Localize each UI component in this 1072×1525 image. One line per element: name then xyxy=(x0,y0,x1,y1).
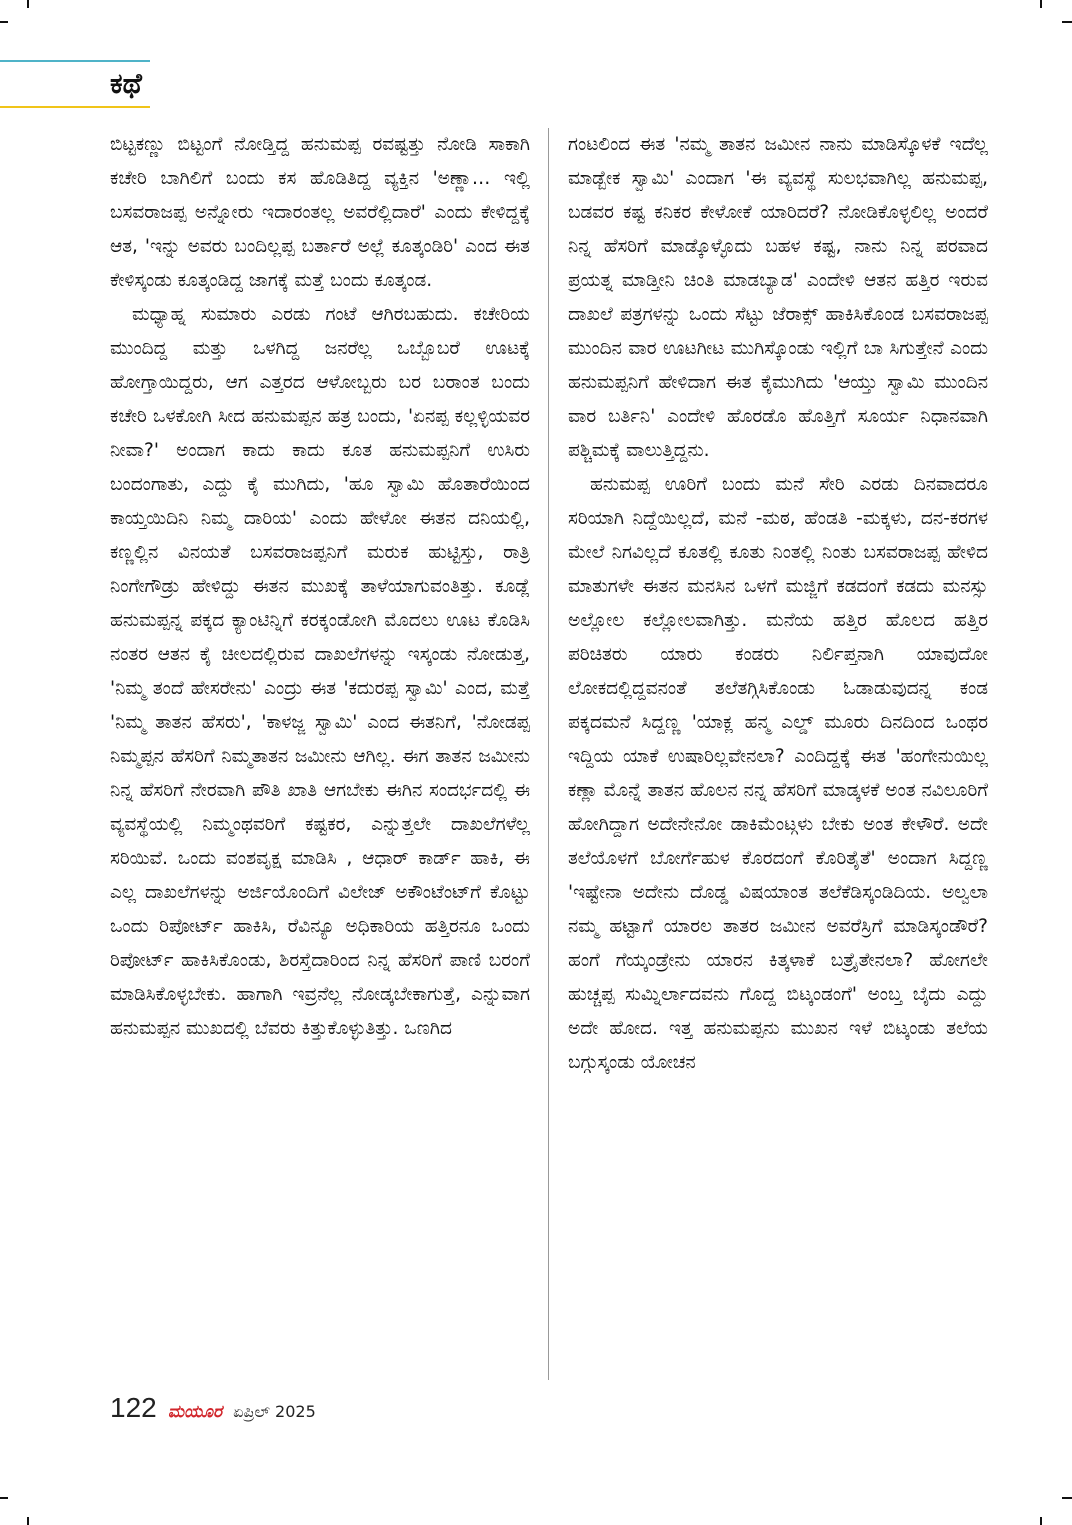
section-rule-bottom xyxy=(0,106,150,108)
crop-mark xyxy=(1062,1497,1072,1499)
article-column-right xyxy=(568,128,988,1380)
crop-mark xyxy=(1040,0,1042,8)
section-rule-top xyxy=(0,60,150,62)
section-title: ಕಥೆ xyxy=(110,67,142,100)
crop-mark xyxy=(1040,1517,1042,1525)
magazine-logo: ಮಯೂರ xyxy=(167,1402,223,1422)
paragraph: ಮಧ್ಯಾಹ್ನ ಸುಮಾರು ಎರಡು ಗಂಟೆ ಆಗಿರಬಹುದು. ಕಚೇರಿಯ ಮುಂದಿದ್ದ ಮತ್ತು ಒಳಗಿದ್ದ ಜನರೆಲ್ಲ ಒಬ್ಬೊಬರೆ ಊಟಕ್ಕೆ ಹೋಗ್ತಾಯಿದ್ದರು, ಆಗ ಎತ್ತರದ ಆಳೋಬ್ಬರು ಬರ ಬರಾಂತ ಬಂದು ಕಚೇರಿ ಒಳಕೋಗಿ ಸೀದ ಹನುಮಪ್ಪನ ಹತ್ರ ಬಂದು, 'ಏನಪ್ಪ ಕಲ್ಲಳ್ಳಿಯವರ ನೀವಾ?' ಅಂದಾಗ ಕಾದು ಕಾದು ಕೂತ ಹನುಮಪ್ಪನಿಗೆ ಉಸಿರು ಬಂದಂಗಾತು, ಎದ್ದು ಕೈ ಮುಗಿದು, 'ಹೂ ಸ್ವಾಮಿ ಹೊತಾರೆಯಿಂದ ಕಾಯ್ತಯಿದಿನಿ ನಿಮ್ಮ ದಾರಿಯ' ಎಂದು ಹೇಳೋ ಈತನ ದನಿಯಲ್ಲಿ, ಕಣ್ಣಲ್ಲಿನ ವಿನಯತೆ ಬಸವರಾಜಪ್ಪನಿಗೆ ಮರುಕ ಹುಟ್ಟಿಸ್ತು, ರಾತ್ರಿ ನಿಂಗೇಗೌಡ್ರು ಹೇಳಿದ್ದು ಈತನ ಮುಖಕ್ಕೆ ತಾಳೆಯಾಗುವಂತಿತ್ತು. ಕೂಡ್ಲೆ ಹನುಮಪ್ಪನ್ನ ಪಕ್ಕದ ಕ್ಯಾಂಟಿನ್ನಿಗೆ ಕರಕ್ಕಂಡೋಗಿ ಮೊದಲು ಊಟ ಕೊಡಿಸಿ ನಂತರ ಆತನ ಕೈ ಚೀಲದಲ್ಲಿರುವ ದಾಖಲೆಗಳನ್ನು ಇಸ್ಕಂಡು ನೋಡುತ್ತ, 'ನಿಮ್ಮ ತಂದೆ ಹೇಸರೇನು' ಎಂದ್ರು ಈತ 'ಕದುರಪ್ಪ ಸ್ವಾಮಿ' ಎಂದ, ಮತ್ತೆ 'ನಿಮ್ಮ ತಾತನ ಹೆಸರು', 'ಕಾಳಜ್ಜ ಸ್ವಾಮಿ' ಎಂದ ಈತನಿಗೆ, 'ನೋಡಪ್ಪ ನಿಮ್ಮಪ್ಪನ ಹೆಸರಿಗೆ ನಿಮ್ಮತಾತನ ಜಮೀನು ಆಗಿಲ್ಲ. ಈಗ ತಾತನ ಜಮೀನು ನಿನ್ನ ಹೆಸರಿಗೆ ನೇರವಾಗಿ ಪೌತಿ ಖಾತಿ ಆಗಬೇಕು ಈಗಿನ ಸಂದರ್ಭದಲ್ಲಿ ಈ ವ್ಯವಸ್ಥೆಯಲ್ಲಿ ನಿಮ್ಮಂಥವರಿಗೆ ಕಷ್ಟಕರ, ಎನ್ನುತ್ತಲೇ ದಾಖಲೆಗಳೆಲ್ಲ ಸರಿಯಿವೆ. ಒಂದು ವಂಶವೃಕ್ಷ ಮಾಡಿಸಿ , ಆಧಾರ್ ಕಾರ್ಡ್ ಹಾಕಿ, ಈ ಎಲ್ಲ ದಾಖಲೆಗಳನ್ನು ಅರ್ಜಿಯೊಂದಿಗೆ ವಿಲೇಜ್ ಅಕೌಂಟೆಂಟ್‌ಗೆ ಕೊಟ್ಟು ಒಂದು ರಿಪೋರ್ಟ್ ಹಾಕಿಸಿ, ರೆವಿನ್ಯೂ ಅಧಿಕಾರಿಯ ಹತ್ತಿರನೂ ಒಂದು ರಿಪೋರ್ಟ್ ಹಾಕಿಸಿಕೊಂಡು, ಶಿರಸ್ತೆದಾರಿಂದ ನಿನ್ನ ಹೆಸರಿಗೆ ಪಾಣಿ ಬರಂಗೆ ಮಾಡಿಸಿಕೊಳ್ಳಬೇಕು. ಹಾಗಾಗಿ ಇವ್ರನೆಲ್ಲ ನೋಡ್ಕಬೇಕಾಗುತ್ತೆ, ಎನ್ನುವಾಗ ಹನುಮಪ್ಪನ ಮುಖದಲ್ಲಿ ಬೆವರು ಕಿತ್ತುಕೊಳ್ಳುತಿತ್ತು. ಒಣಗಿದ xyxy=(110,304,530,1039)
issue-date: ಏಪ್ರಿಲ್ 2025 xyxy=(233,1402,316,1421)
crop-mark xyxy=(27,0,29,8)
crop-mark xyxy=(0,21,8,23)
crop-mark xyxy=(27,1517,29,1525)
column-divider xyxy=(548,128,549,1380)
article-column-left xyxy=(110,128,530,1380)
crop-mark xyxy=(0,1497,8,1499)
paragraph: ಬಿಟ್ಟಕಣ್ಣು ಬಿಟ್ಟಂಗೆ ನೋಡ್ತಿದ್ದ ಹನುಮಪ್ಪ ರವಷ್ಟತ್ತು ನೋಡಿ ಸಾಕಾಗಿ ಕಚೇರಿ ಬಾಗಿಲಿಗೆ ಬಂದು ಕಸ ಹೊಡಿತಿದ್ದ ವ್ಯಕ್ತಿನ 'ಅಣ್ಣಾ… ಇಲ್ಲಿ ಬಸವರಾಜಪ್ಪ ಅನ್ನೋರು ಇದಾರಂತಲ್ಲ ಅವರೆಲ್ಲಿದಾರೆ' ಎಂದು ಕೇಳಿದ್ದಕ್ಕೆ ಆತ, 'ಇನ್ನು ಅವರು ಬಂದಿಲ್ಲಪ್ಪ ಬರ್ತಾರೆ ಅಲ್ಲೆ ಕೂತ್ಕಂಡಿರಿ' ಎಂದ ಈತ ಕೇಳಿಸ್ಕಂಡು ಕೂತ್ಕಂಡಿದ್ದ ಜಾಗಕ್ಕೆ ಮತ್ತೆ ಬಂದು ಕೂತ್ಕಂಡ. xyxy=(110,134,530,291)
paragraph: ಹನುಮಪ್ಪ ಊರಿಗೆ ಬಂದು ಮನೆ ಸೇರಿ ಎರಡು ದಿನವಾದರೂ ಸರಿಯಾಗಿ ನಿದ್ದೆಯಿಲ್ಲದೆ, ಮನೆ -ಮಠ, ಹೆಂಡತಿ -ಮಕ್ಕಳು, ದನ-ಕರಗಳ ಮೇಲೆ ನಿಗವಿಲ್ಲದೆ ಕೂತಲ್ಲಿ ಕೂತು ನಿಂತಲ್ಲಿ ನಿಂತು ಬಸವರಾಜಪ್ಪ ಹೇಳಿದ ಮಾತುಗಳೇ ಈತನ ಮನಸಿನ ಒಳಗೆ ಮಜ್ಜಿಗೆ ಕಡದಂಗೆ ಕಡದು ಮನಸ್ಸು ಅಲ್ಲೋಲ ಕಲ್ಲೋಲವಾಗಿತ್ತು. ಮನೆಯ ಹತ್ತಿರ ಹೊಲದ ಹತ್ತಿರ ಪರಿಚಿತರು ಯಾರು ಕಂಡರು ನಿರ್ಲಿಪ್ತನಾಗಿ ಯಾವುದೋ ಲೋಕದಲ್ಲಿದ್ದವನಂತೆ ತಲೆತಗ್ಗಿಸಿಕೊಂಡು ಓಡಾಡುವುದನ್ನ ಕಂಡ ಪಕ್ಕದಮನೆ ಸಿದ್ದಣ್ಣ 'ಯಾಕ್ಲ ಹನ್ಮ ಎಲ್ಡ್ ಮೂರು ದಿನದಿಂದ ಒಂಥರ ಇದ್ದಿಯ ಯಾಕೆ ಉಷಾರಿಲ್ಲವೇನಲಾ? ಎಂದಿದ್ದಕ್ಕೆ ಈತ 'ಹಂಗೇನುಯಿಲ್ಲ ಕಣ್ಲಾ ಮೊನ್ನೆ ತಾತನ ಹೊಲನ ನನ್ನ ಹೆಸರಿಗೆ ಮಾಡ್ಕಳಕೆ ಅಂತ ನವಿಲೂರಿಗೆ ಹೋಗಿದ್ದಾಗ ಅದೇನೇನೋ ಡಾಕಿಮೆಂಟ್ಗಳು ಬೇಕು ಅಂತ ಕೇಳೌರೆ. ಅದೇ ತಲೆಯೊಳಗೆ ಬೋರ್ಗೆಹುಳ ಕೊರದಂಗೆ ಕೊರಿತೈತೆ' ಅಂದಾಗ ಸಿದ್ದಣ್ಣ 'ಇಷ್ಟೇನಾ ಅದೇನು ದೊಡ್ಡ ವಿಷಯಾಂತ ತಲೆಕೆಡಿಸ್ಕಂಡಿದಿಯ. ಅಲ್ವಲಾ ನಮ್ಮ ಹಟ್ಟಾಗೆ ಯಾರಲ ತಾತರ ಜಮೀನ ಅವರೆಸ್ರಿಗೆ ಮಾಡಿಸ್ಕಂಡೌರೆ? ಹಂಗೆ ಗೆಯ್ಕಂಡ್ರೇನು ಯಾರನ ಕಿತ್ಕಳಾಕೆ ಬತ್ರೈತೇನಲಾ? ಹೋಗಲೇ ಹುಚ್ಚಪ್ಪ ಸುಮ್ನಿರ್ಲಾದವನು ಗೊದ್ದ ಬಿಟ್ಕಂಡಂಗೆ' ಅಂಬ್ತ ಬೈದು ಎದ್ದು ಅದೇ ಹೋದ. ಇತ್ತ ಹನುಮಪ್ಪನು ಮುಖನ ಇಳೆ ಬಿಟ್ಕಂಡು ತಲೆಯ ಬಗ್ಗುಸ್ಕಂಡು ಯೋಚನ xyxy=(568,474,988,1073)
page-footer xyxy=(110,1392,316,1432)
paragraph: ಗಂಟಲಿಂದ ಈತ 'ನಮ್ಮ ತಾತನ ಜಮೀನ ನಾನು ಮಾಡಿಸ್ಕೊಳಕೆ ಇದೆಲ್ಲ ಮಾಡ್ಬೇಕ ಸ್ವಾಮಿ' ಎಂದಾಗ 'ಈ ವ್ಯವಸ್ಥೆ ಸುಲಭವಾಗಿಲ್ಲ ಹನುಮಪ್ಪ, ಬಡವರ ಕಷ್ಟ ಕನಿಕರ ಕೇಳೋಕೆ ಯಾರಿದರೆ? ನೋಡಿಕೊಳ್ಳಲಿಲ್ಲ ಅಂದರೆ ನಿನ್ನ ಹೆಸರಿಗೆ ಮಾಡ್ಕೊಳ್ಳೊದು ಬಹಳ ಕಷ್ಟ, ನಾನು ನಿನ್ನ ಪರವಾದ ಪ್ರಯತ್ನ ಮಾಡ್ತೀನಿ ಚಿಂತಿ ಮಾಡಬ್ಯಾಡ' ಎಂದೇಳಿ ಆತನ ಹತ್ತಿರ ಇರುವ ದಾಖಲೆ ಪತ್ರಗಳನ್ನು ಒಂದು ಸೆಟ್ಟು ಜೆರಾಕ್ಸ್ ಹಾಕಿಸಿಕೊಂಡ ಬಸವರಾಜಪ್ಪ ಮುಂದಿನ ವಾರ ಊಟಗೀಟ ಮುಗಿಸ್ಕೊಂಡು ಇಲ್ಲಿಗೆ ಬಾ ಸಿಗುತ್ತೇನೆ ಎಂದು ಹನುಮಪ್ಪನಿಗೆ ಹೇಳಿದಾಗ ಈತ ಕೈಮುಗಿದು 'ಆಯ್ತು ಸ್ವಾಮಿ ಮುಂದಿನ ವಾರ ಬರ್ತಿನಿ' ಎಂದೇಳಿ ಹೊರಡೊ ಹೊತ್ತಿಗೆ ಸೂರ್ಯ ನಿಧಾನವಾಗಿ ಪಶ್ಚಿಮಕ್ಕೆ ವಾಲುತ್ತಿದ್ದನು. xyxy=(568,134,988,461)
page-number: 122 xyxy=(110,1392,157,1423)
crop-mark xyxy=(1062,21,1072,23)
